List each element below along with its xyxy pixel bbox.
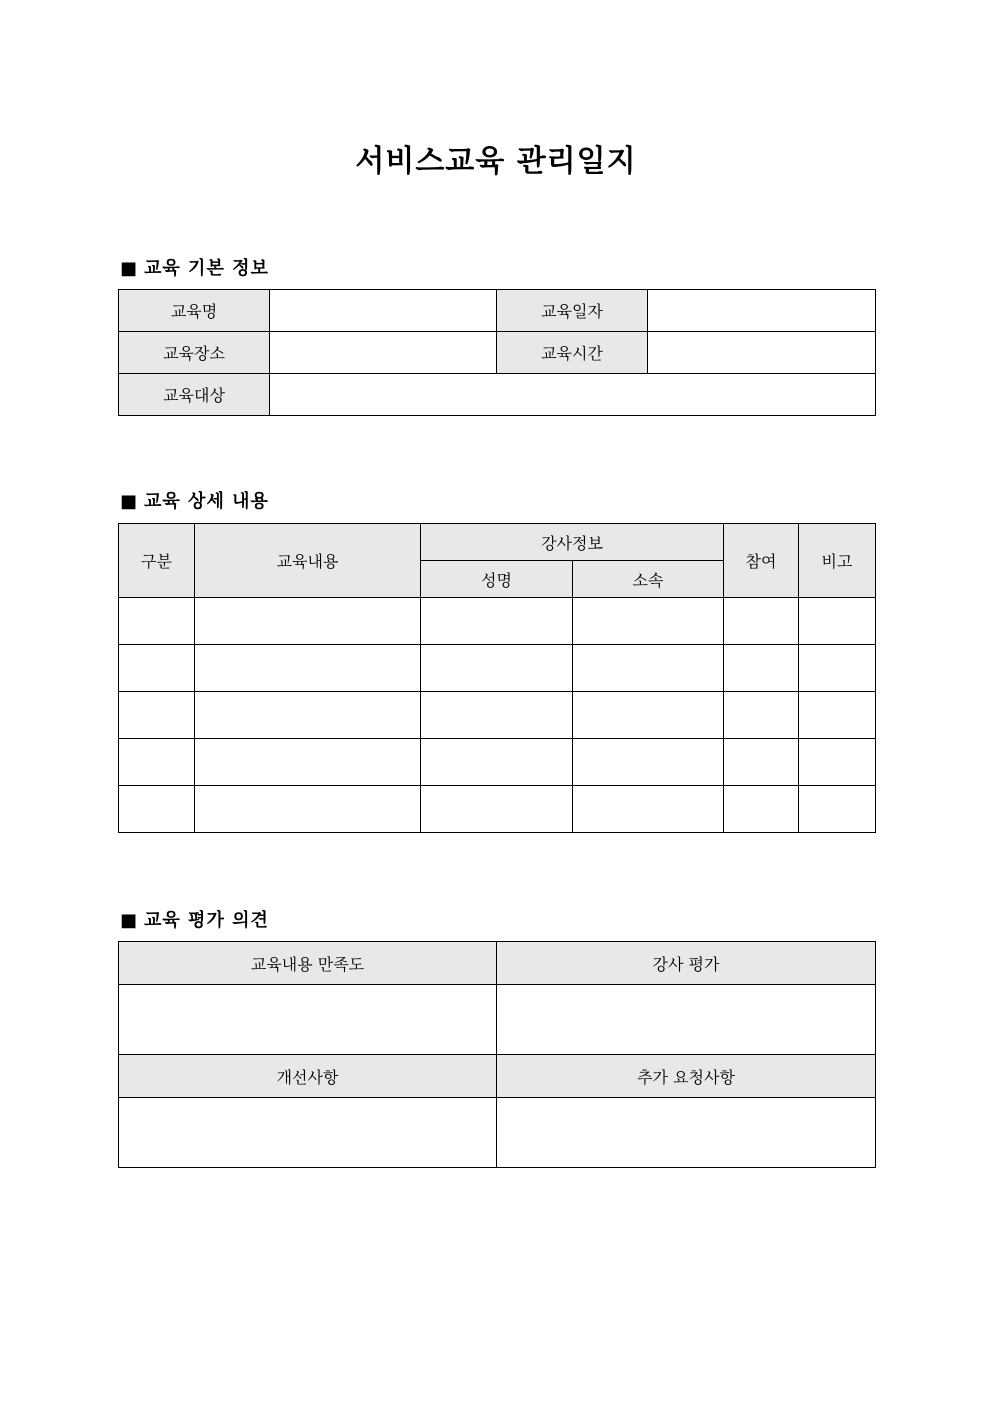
cell-content[interactable]: [195, 692, 421, 739]
cell-instructor-name[interactable]: [421, 786, 573, 833]
square-bullet-icon: ■: [120, 491, 139, 512]
header-instructor-name: 성명: [421, 561, 573, 598]
header-remarks: 비고: [799, 524, 876, 598]
cell-instructor-name[interactable]: [421, 598, 573, 645]
header-improvements: 개선사항: [119, 1055, 497, 1098]
section-heading-detail: [120, 487, 269, 513]
section-heading-text: 교육 평가 의견: [144, 910, 269, 931]
cell-attendance[interactable]: [724, 692, 799, 739]
table-row: [119, 739, 876, 786]
value-date[interactable]: [648, 290, 876, 332]
label-place: 교육장소: [119, 332, 270, 374]
cell-remarks[interactable]: [799, 739, 876, 786]
detail-table: [118, 523, 876, 833]
value-satisfaction[interactable]: [119, 985, 497, 1055]
cell-instructor-name[interactable]: [421, 645, 573, 692]
value-improvements[interactable]: [119, 1098, 497, 1168]
table-row: [119, 645, 876, 692]
cell-remarks[interactable]: [799, 786, 876, 833]
value-place[interactable]: [270, 332, 497, 374]
cell-attendance[interactable]: [724, 598, 799, 645]
label-name: 교육명: [119, 290, 270, 332]
table-row: [119, 692, 876, 739]
square-bullet-icon: ■: [120, 910, 139, 931]
square-bullet-icon: ■: [120, 258, 139, 279]
table-row: [119, 786, 876, 833]
cell-instructor-affiliation[interactable]: [573, 786, 724, 833]
cell-attendance[interactable]: [724, 786, 799, 833]
cell-category[interactable]: [119, 598, 195, 645]
value-name[interactable]: [270, 290, 497, 332]
section-heading-basic: [120, 254, 269, 280]
value-target[interactable]: [270, 374, 876, 416]
value-time[interactable]: [648, 332, 876, 374]
cell-instructor-affiliation[interactable]: [573, 692, 724, 739]
section-heading-text: 교육 상세 내용: [144, 491, 269, 512]
cell-instructor-affiliation[interactable]: [573, 645, 724, 692]
header-satisfaction: 교육내용 만족도: [119, 942, 497, 985]
page-title: 서비스교육 관리일지: [355, 144, 637, 179]
cell-content[interactable]: [195, 786, 421, 833]
header-instructor-eval: 강사 평가: [497, 942, 876, 985]
header-instructor: 강사정보: [421, 524, 724, 561]
label-time: 교육시간: [497, 332, 648, 374]
cell-instructor-affiliation[interactable]: [573, 739, 724, 786]
evaluation-table: [118, 941, 876, 1168]
cell-category[interactable]: [119, 692, 195, 739]
cell-instructor-name[interactable]: [421, 739, 573, 786]
cell-category[interactable]: [119, 786, 195, 833]
cell-instructor-affiliation[interactable]: [573, 598, 724, 645]
cell-attendance[interactable]: [724, 645, 799, 692]
cell-content[interactable]: [195, 645, 421, 692]
cell-content[interactable]: [195, 739, 421, 786]
header-category: 구분: [119, 524, 195, 598]
header-instructor-affiliation: 소속: [573, 561, 724, 598]
label-date: 교육일자: [497, 290, 648, 332]
header-content: 교육내용: [195, 524, 421, 598]
value-requests[interactable]: [497, 1098, 876, 1168]
value-instructor-eval[interactable]: [497, 985, 876, 1055]
basic-info-table: [118, 289, 876, 416]
label-target: 교육대상: [119, 374, 270, 416]
cell-remarks[interactable]: [799, 692, 876, 739]
cell-content[interactable]: [195, 598, 421, 645]
section-heading-eval: [120, 906, 269, 932]
cell-remarks[interactable]: [799, 645, 876, 692]
cell-attendance[interactable]: [724, 739, 799, 786]
header-attendance: 참여: [724, 524, 799, 598]
cell-remarks[interactable]: [799, 598, 876, 645]
cell-category[interactable]: [119, 739, 195, 786]
table-row: [119, 598, 876, 645]
section-heading-text: 교육 기본 정보: [144, 258, 269, 279]
cell-instructor-name[interactable]: [421, 692, 573, 739]
header-requests: 추가 요청사항: [497, 1055, 876, 1098]
cell-category[interactable]: [119, 645, 195, 692]
